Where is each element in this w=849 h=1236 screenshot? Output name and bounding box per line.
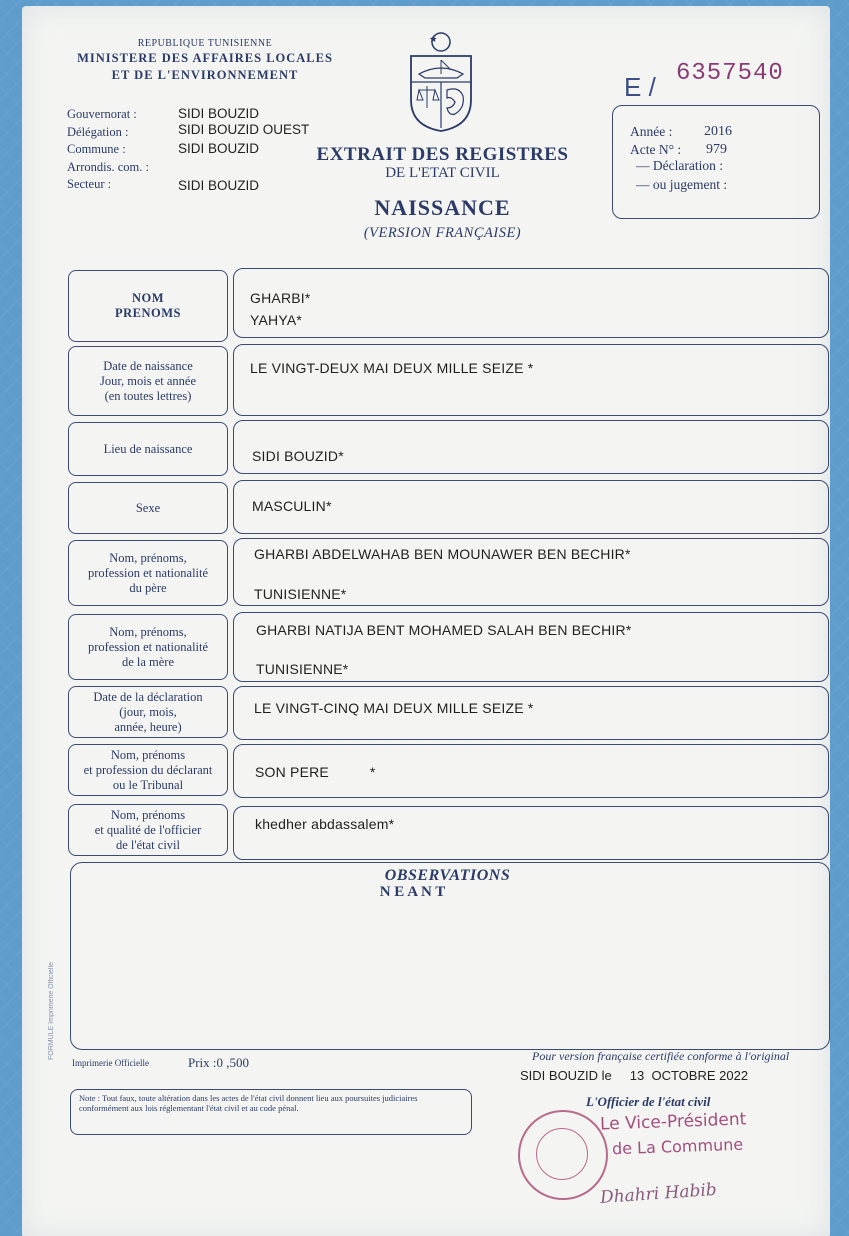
naissance-title: NAISSANCE (374, 195, 511, 220)
extrait-title: EXTRAIT DES REGISTRES (316, 144, 569, 165)
date-declaration-label-box (68, 686, 228, 738)
jugement-label: — ou jugement : (636, 177, 728, 192)
serial-number: 6357540 (676, 60, 784, 87)
prix-text: Prix :0 ,500 (188, 1055, 250, 1070)
date-naissance-label: Date de naissance Jour, mois et année (en toutes lettres) (99, 358, 196, 403)
pere-nationalite-value: TUNISIENNE* (254, 586, 347, 602)
officier-value: khedher abdassalem* (255, 816, 395, 832)
sexe-value: MASCULIN* (252, 498, 332, 514)
officier-label-box (68, 804, 228, 856)
version-francaise: (VERSION FRANÇAISE) (363, 225, 522, 241)
observations-title: OBSERVATIONS (384, 867, 511, 884)
certif-text: Pour version française certifiée conforme à l'original (532, 1049, 790, 1063)
date-naissance-label-box (68, 346, 228, 416)
pere-label: Nom, prénoms, profession et nationalité du père (87, 550, 209, 595)
ministere-line1: MINISTERE DES AFFAIRES LOCALES (77, 51, 333, 65)
location-labels (67, 106, 149, 194)
etat-civil-subtitle: DE L'ETAT CIVIL (385, 165, 500, 181)
gouvernorat-value: SIDI BOUZID (178, 106, 260, 121)
nom-prenoms-value-box (233, 268, 829, 338)
officier-value-box (233, 806, 829, 860)
secteur-value: SIDI BOUZID (178, 178, 260, 193)
lieu-naissance-label-box (68, 422, 228, 476)
commune-value: SIDI BOUZID (178, 141, 260, 156)
place-date-text: SIDI BOUZID le 13 OCTOBRE 2022 (520, 1068, 749, 1083)
acte-number-value: 979 (706, 142, 727, 157)
declarant-value: SON PERE * (255, 764, 376, 780)
gouvernorat-label: Gouvernorat : (67, 107, 137, 121)
lieu-naissance-value: SIDI BOUZID* (252, 448, 344, 464)
republique-text: REPUBLIQUE TUNISIENNE (137, 38, 273, 49)
officier-label: Nom, prénoms et qualité de l'officier de l'état civil (94, 807, 202, 852)
prenom-value: YAHYA* (250, 312, 303, 328)
date-declaration-label: Date de la déclaration (jour, mois, année, heure) (93, 689, 203, 734)
signature: Dhahri Habib (599, 1179, 718, 1209)
sexe-label: Sexe (135, 500, 161, 515)
delegation-value: SIDI BOUZID OUEST (178, 122, 310, 137)
date-declaration-value: LE VINGT-CINQ MAI DEUX MILLE SEIZE * (254, 700, 534, 716)
arrondis-label: Arrondis. com. : (67, 159, 149, 174)
side-print: FORMULE Imprimerie Officielle (48, 962, 55, 1060)
stamp-line1: Le Vice-Président (599, 1109, 747, 1135)
stamp-line2: de La Commune (611, 1134, 744, 1159)
ministere-line2: ET DE L'ENVIRONNEMENT (111, 68, 299, 82)
mere-label: Nom, prénoms, profession et nationalité de la mère (87, 624, 209, 669)
date-naissance-value: LE VINGT-DEUX MAI DEUX MILLE SEIZE * (250, 360, 534, 376)
declaration-label: — Déclaration : (636, 158, 723, 173)
mere-nationalite-value: TUNISIENNE* (256, 661, 349, 677)
sexe-label-box (68, 482, 228, 534)
pere-label-box (68, 540, 228, 606)
imprimerie-text: Imprimerie Officielle (72, 1058, 150, 1068)
mere-label-box (68, 614, 228, 680)
declarant-label-box (68, 744, 228, 796)
nom-prenoms-label: NOM PRENOMS (115, 291, 181, 320)
note-text: Note : Tout faux, toute altération dans les actes de l'état civil donnent lieu aux poursuites judiciaires conformément aux lois réglementant l'état civil et au code pénal. (79, 1093, 418, 1113)
note-box (70, 1089, 472, 1135)
commune-label: Commune : (67, 142, 126, 156)
mere-name-value: GHARBI NATIJA BENT MOHAMED SALAH BEN BECHIR* (256, 622, 632, 638)
lieu-naissance-label: Lieu de naissance (103, 441, 193, 456)
observations-value: N E A N T (379, 884, 446, 900)
nom-prenoms-label-box (68, 270, 228, 342)
serial-prefix: E / (624, 72, 656, 102)
secteur-label: Secteur : (67, 177, 112, 191)
delegation-label: Délégation : (67, 124, 129, 139)
officier-signature-label: L'Officier de l'état civil (586, 1094, 711, 1109)
date-naissance-value-box (233, 344, 829, 416)
annee-value: 2016 (704, 124, 732, 139)
pere-name-value: GHARBI ABDELWAHAB BEN MOUNAWER BEN BECHIR* (254, 546, 631, 562)
coat-of-arms-icon (405, 28, 477, 133)
lieu-naissance-value-box (233, 420, 829, 474)
acte-number-label: Acte N° : (630, 142, 682, 157)
declarant-label: Nom, prénoms et profession du déclarant ou le Tribunal (83, 747, 213, 792)
nom-value: GHARBI* (250, 290, 311, 306)
commune-seal-inner (536, 1128, 588, 1180)
annee-label: Année : (630, 124, 673, 139)
